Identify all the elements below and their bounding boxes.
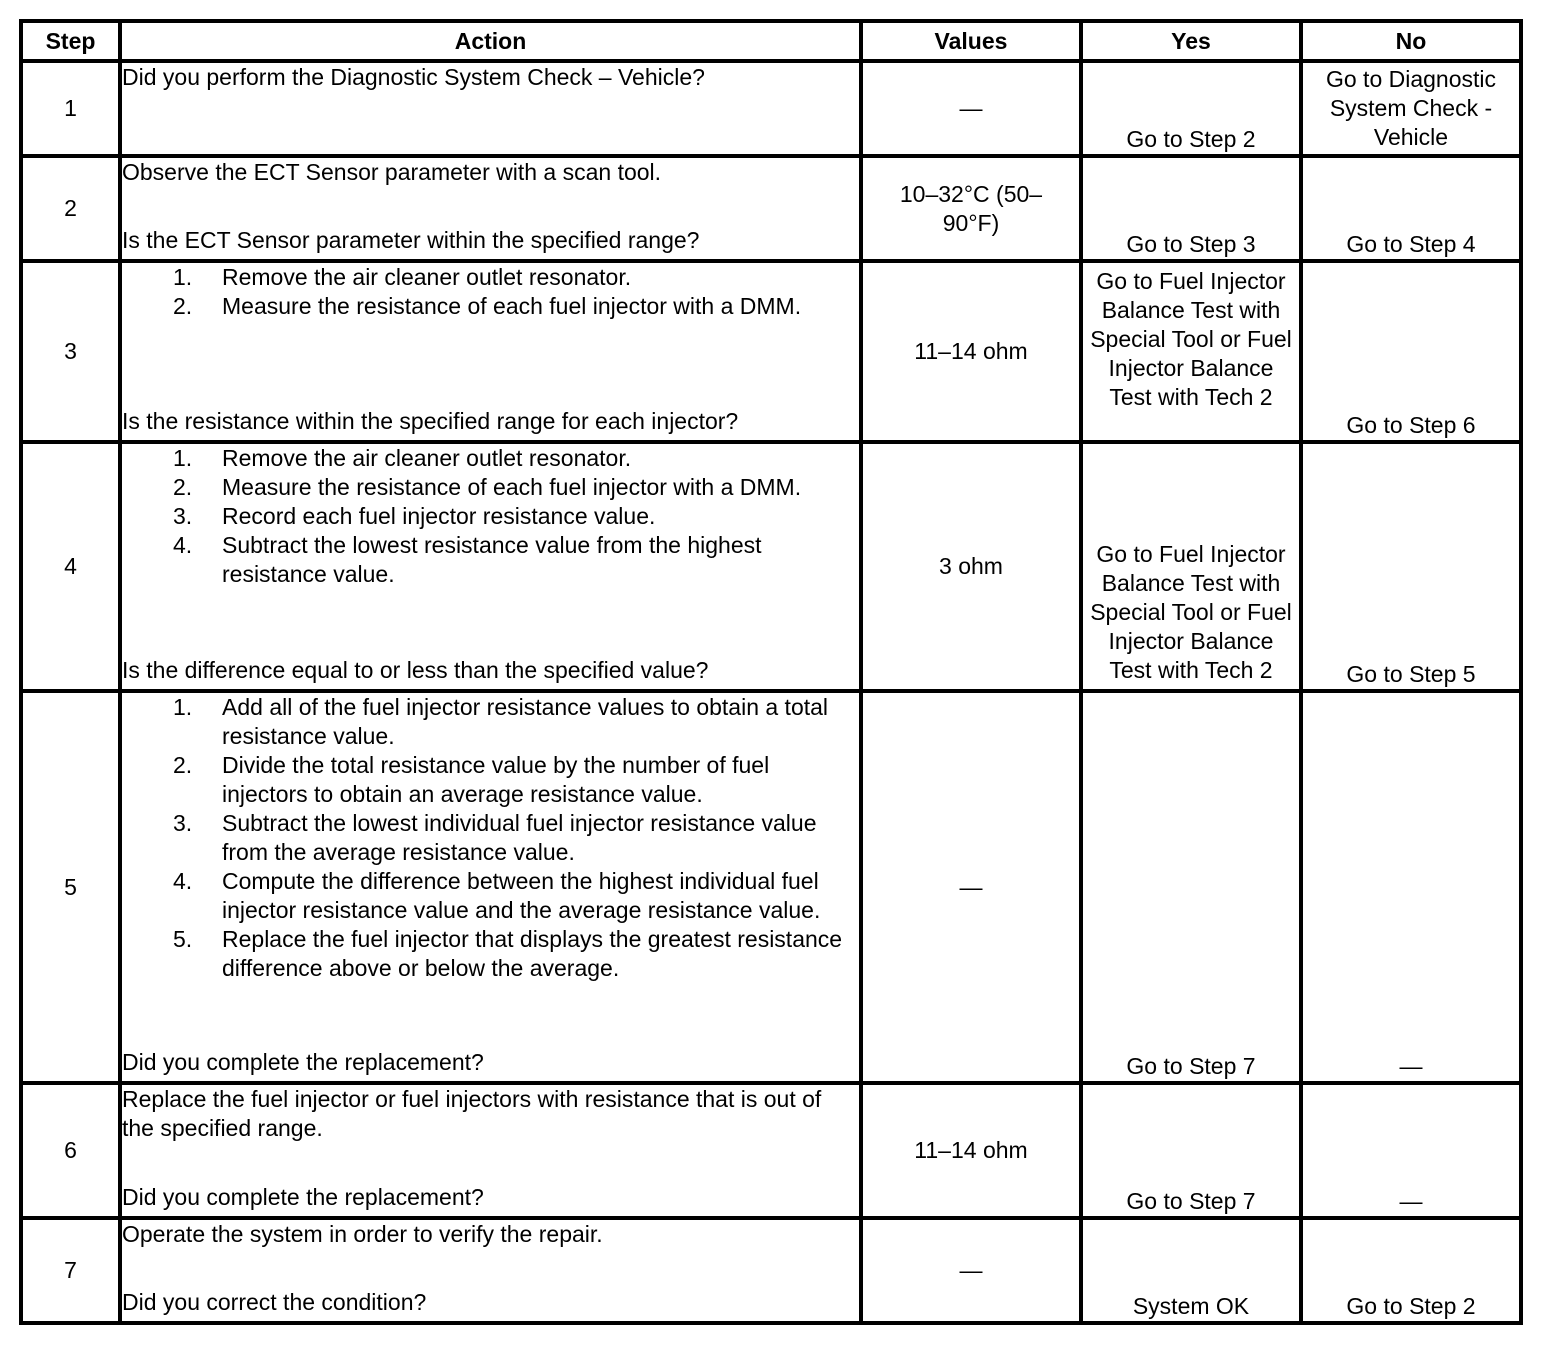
action-question: Is the difference equal to or less than the specified value? <box>122 657 709 683</box>
yes-cell: Go to Step 7 <box>1081 1083 1301 1218</box>
list-item-number: 2. <box>173 474 193 500</box>
list-item-text: Measure the resistance of each fuel injector with a DMM. <box>222 474 802 500</box>
list-item-number: 1. <box>173 445 193 471</box>
action-question: Did you correct the condition? <box>122 1289 427 1315</box>
action-cell <box>120 691 861 1083</box>
list-item-text: Measure the resistance of each fuel injector with a DMM. <box>222 293 802 319</box>
list-item <box>122 925 859 983</box>
list-item <box>122 751 859 809</box>
no-cell: Go to Step 2 <box>1301 1218 1521 1323</box>
action-steps-list <box>122 263 859 321</box>
action-question: Is the resistance within the specified range for each injector? <box>122 408 739 434</box>
action-cell <box>120 442 861 691</box>
list-item-number: 1. <box>173 264 193 290</box>
action-question: Did you complete the replacement? <box>122 1049 484 1075</box>
list-item-text: Remove the air cleaner outlet resonator. <box>222 445 632 471</box>
step-number: 2 <box>21 156 120 261</box>
diagnostic-table-wrapper <box>19 19 1523 1325</box>
table-row <box>21 61 1521 156</box>
list-item-text: Subtract the lowest individual fuel injector resistance value from the average resistance value. <box>222 810 817 865</box>
no-cell: Go to Step 6 <box>1301 261 1521 442</box>
action-content <box>122 444 859 685</box>
list-item <box>122 867 859 925</box>
action-cell <box>120 1083 861 1218</box>
values-cell: 3 ohm <box>861 442 1081 691</box>
values-cell: 11–14 ohm <box>861 261 1081 442</box>
header-step: Step <box>21 21 120 61</box>
list-item <box>122 292 859 321</box>
list-item <box>122 809 859 867</box>
table-row <box>21 156 1521 261</box>
list-item-number: 3. <box>173 503 193 529</box>
list-item-number: 4. <box>173 532 193 558</box>
action-content <box>122 158 859 255</box>
list-item-text: Record each fuel injector resistance value. <box>222 503 656 529</box>
step-number: 6 <box>21 1083 120 1218</box>
list-item <box>122 263 859 292</box>
step-number: 3 <box>21 261 120 442</box>
action-content <box>122 63 859 150</box>
header-row <box>21 21 1521 61</box>
header-yes: Yes <box>1081 21 1301 61</box>
list-item-text: Subtract the lowest resistance value from the highest resistance value. <box>222 532 762 587</box>
list-item-number: 2. <box>173 752 193 778</box>
yes-cell: System OK <box>1081 1218 1301 1323</box>
table-row <box>21 1218 1521 1323</box>
action-content <box>122 263 859 436</box>
no-cell: Go to Step 5 <box>1301 442 1521 691</box>
list-item-text: Compute the difference between the highest individual fuel injector resistance value and the average resistance value. <box>222 868 821 923</box>
action-intro: Observe the ECT Sensor parameter with a scan tool. <box>122 159 662 185</box>
action-intro: Operate the system in order to verify the repair. <box>122 1221 603 1247</box>
header-action: Action <box>120 21 861 61</box>
yes-cell: Go to Step 3 <box>1081 156 1301 261</box>
no-cell: Go to Diagnostic System Check - Vehicle <box>1301 61 1521 156</box>
list-item-text: Add all of the fuel injector resistance values to obtain a total resistance value. <box>222 694 829 749</box>
list-item-number: 4. <box>173 868 193 894</box>
no-cell: — <box>1301 1083 1521 1218</box>
yes-cell: Go to Fuel Injector Balance Test with Special Tool or Fuel Injector Balance Test with Tech 2 <box>1081 261 1301 442</box>
values-cell: — <box>861 1218 1081 1323</box>
list-item <box>122 693 859 751</box>
action-content <box>122 1220 859 1317</box>
step-number: 5 <box>21 691 120 1083</box>
no-cell: Go to Step 4 <box>1301 156 1521 261</box>
action-cell <box>120 1218 861 1323</box>
values-cell: — <box>861 691 1081 1083</box>
list-item-text: Replace the fuel injector that displays the greatest resistance difference above or below the average. <box>222 926 843 981</box>
list-item <box>122 502 859 531</box>
action-question: Did you complete the replacement? <box>122 1184 484 1210</box>
no-cell: — <box>1301 691 1521 1083</box>
list-item-number: 3. <box>173 810 193 836</box>
step-number: 7 <box>21 1218 120 1323</box>
yes-cell: Go to Step 7 <box>1081 691 1301 1083</box>
diagnostic-table <box>19 19 1523 1325</box>
table-row <box>21 1083 1521 1218</box>
action-intro: Did you perform the Diagnostic System Check – Vehicle? <box>122 64 705 90</box>
action-question: Is the ECT Sensor parameter within the specified range? <box>122 227 700 253</box>
table-row <box>21 691 1521 1083</box>
list-item-text: Remove the air cleaner outlet resonator. <box>222 264 632 290</box>
values-cell: 11–14 ohm <box>861 1083 1081 1218</box>
action-cell <box>120 156 861 261</box>
action-cell <box>120 261 861 442</box>
action-content <box>122 1085 859 1212</box>
action-steps-list <box>122 693 859 983</box>
values-cell: — <box>861 61 1081 156</box>
table-row <box>21 261 1521 442</box>
list-item-text: Divide the total resistance value by the number of fuel injectors to obtain an average resistance value. <box>222 752 770 807</box>
list-item <box>122 444 859 473</box>
list-item-number: 2. <box>173 293 193 319</box>
step-number: 4 <box>21 442 120 691</box>
list-item <box>122 473 859 502</box>
list-item <box>122 531 859 589</box>
yes-cell: Go to Step 2 <box>1081 61 1301 156</box>
header-no: No <box>1301 21 1521 61</box>
action-steps-list <box>122 444 859 589</box>
table-row <box>21 442 1521 691</box>
step-number: 1 <box>21 61 120 156</box>
action-cell <box>120 61 861 156</box>
action-intro: Replace the fuel injector or fuel injectors with resistance that is out of the specified range. <box>122 1086 822 1141</box>
header-values: Values <box>861 21 1081 61</box>
yes-cell: Go to Fuel Injector Balance Test with Special Tool or Fuel Injector Balance Test with Tech 2 <box>1081 442 1301 691</box>
values-cell: 10–32°C (50–90°F) <box>861 156 1081 261</box>
list-item-number: 5. <box>173 926 193 952</box>
action-content <box>122 693 859 1077</box>
list-item-number: 1. <box>173 694 193 720</box>
